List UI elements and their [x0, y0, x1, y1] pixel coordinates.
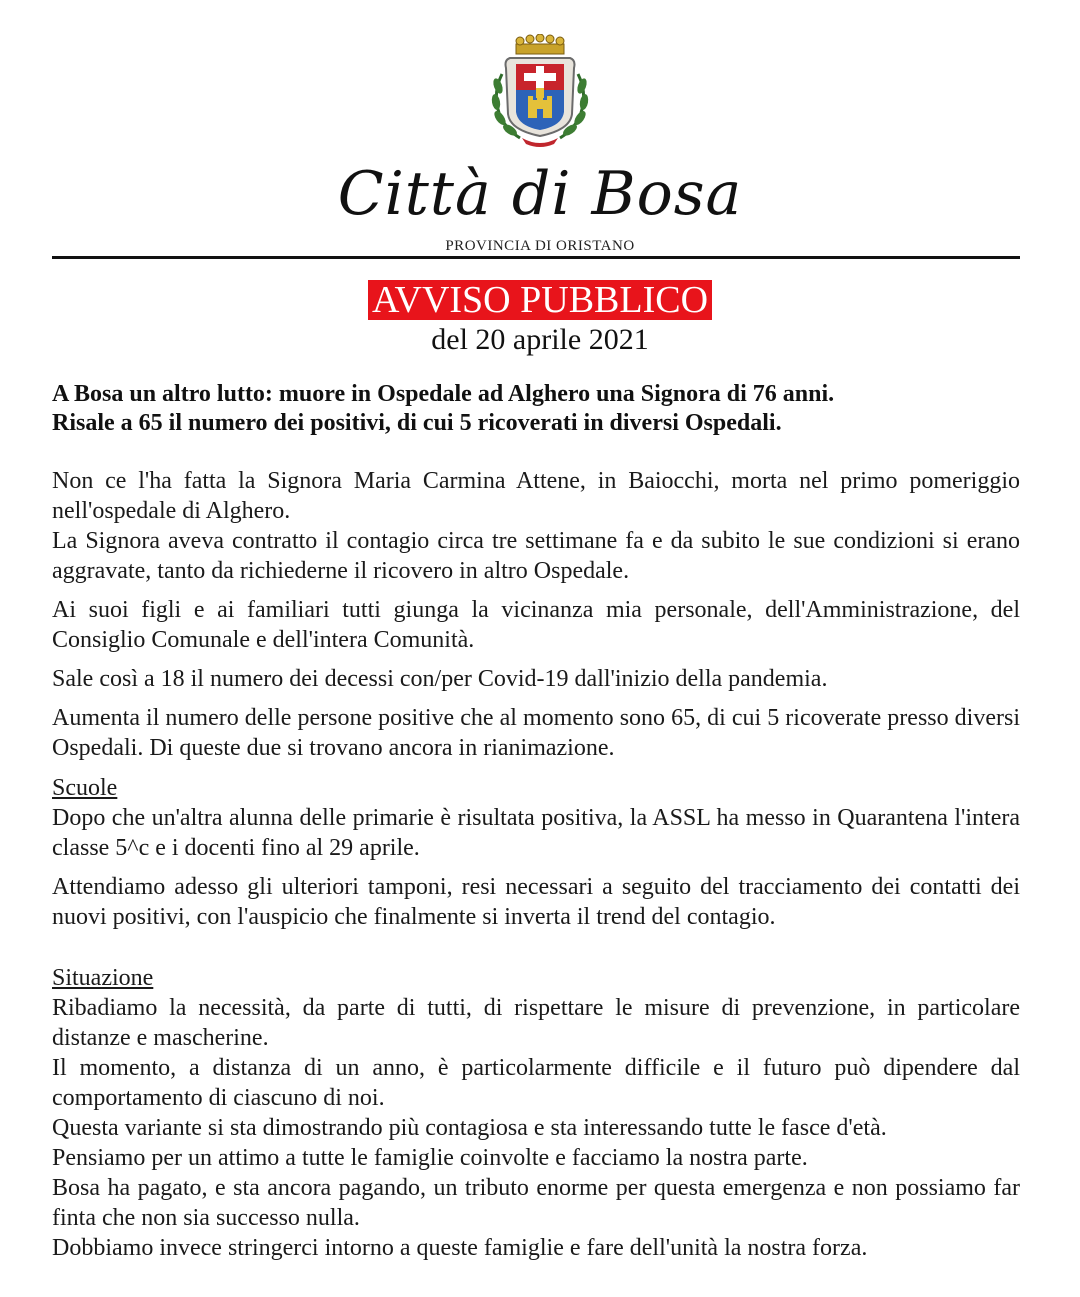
body-paragraph-2: La Signora aveva contratto il contagio circa tre settimane fa e da subito le sue condizioni si erano aggravate, tanto da richiederne il ricovero in altro Ospedale.: [52, 528, 1020, 584]
situazione-paragraph-1: Ribadiamo la necessità, da parte di tutti, di rispettare le misure di prevenzione, in particolare distanze e mascherine.: [52, 995, 1020, 1051]
notice-date: del 20 aprile 2021: [431, 323, 649, 356]
scuole-title: Scuole: [52, 775, 118, 801]
headline: [52, 380, 1020, 438]
situazione-paragraph-5: Bosa ha pagato, e sta ancora pagando, un tributo enorme per questa emergenza e non possiamo far finta che non sia successo nulla.: [52, 1175, 1020, 1231]
situazione-paragraph-2: Il momento, a distanza di un anno, è particolarmente difficile e il futuro può dipendere dal comportamento di ciascuno di noi.: [52, 1055, 1020, 1111]
body-paragraph-5: Aumenta il numero delle persone positive che al momento sono 65, di cui 5 ricoverate presso diversi Ospedali. Di queste due si trovano ancora in rianimazione.: [52, 705, 1020, 761]
notice-label: AVVISO PUBBLICO: [368, 280, 712, 320]
headline-line-1: A Bosa un altro lutto: muore in Ospedale ad Alghero una Signora di 76 anni.: [52, 381, 835, 407]
situazione-title: Situazione: [52, 965, 154, 991]
coat-of-arms-icon: [484, 34, 596, 150]
province-name: PROVINCIA DI ORISTANO: [445, 238, 635, 254]
situazione-section: [52, 963, 1020, 1263]
scuole-paragraph-1: Dopo che un'altra alunna delle primarie è risultata positiva, la ASSL ha messo in Quarantena l'intera classe 5^c e i docenti fino al 29 aprile.: [52, 805, 1020, 861]
scuole-paragraph-2: Attendiamo adesso gli ulteriori tamponi, resi necessari a seguito del tracciamento dei contatti dei nuovi positivi, con l'auspicio che finalmente si inverta il trend del contagio.: [52, 874, 1020, 930]
situazione-paragraph-3: Questa variante si sta dimostrando più contagiosa e sta interessando tutte le fasce d'età.: [52, 1115, 887, 1141]
city-name: Città di Bosa: [337, 159, 743, 229]
scuole-section: [52, 773, 1020, 932]
body-paragraph-1: Non ce l'ha fatta la Signora Maria Carmina Attene, in Baiocchi, morta nel primo pomeriggio nell'ospedale di Alghero.: [52, 468, 1020, 524]
headline-line-2: Risale a 65 il numero dei positivi, di cui 5 ricoverati in diversi Ospedali.: [52, 410, 782, 436]
situazione-paragraph-6: Dobbiamo invece stringerci intorno a queste famiglie e fare dell'unità la nostra forza.: [52, 1235, 868, 1261]
body-paragraph-3: Ai suoi figli e ai familiari tutti giunga la vicinanza mia personale, dell'Amministrazione, del Consiglio Comunale e dell'intera Comunità.: [52, 597, 1020, 653]
notice-label-wrap: [0, 280, 1080, 320]
header-divider: [52, 256, 1020, 259]
body-paragraph-4: Sale così a 18 il numero dei decessi con/per Covid-19 dall'inizio della pandemia.: [52, 666, 828, 692]
body-section: [52, 466, 1020, 763]
situazione-paragraph-4: Pensiamo per un attimo a tutte le famiglie coinvolte e facciamo la nostra parte.: [52, 1145, 808, 1171]
